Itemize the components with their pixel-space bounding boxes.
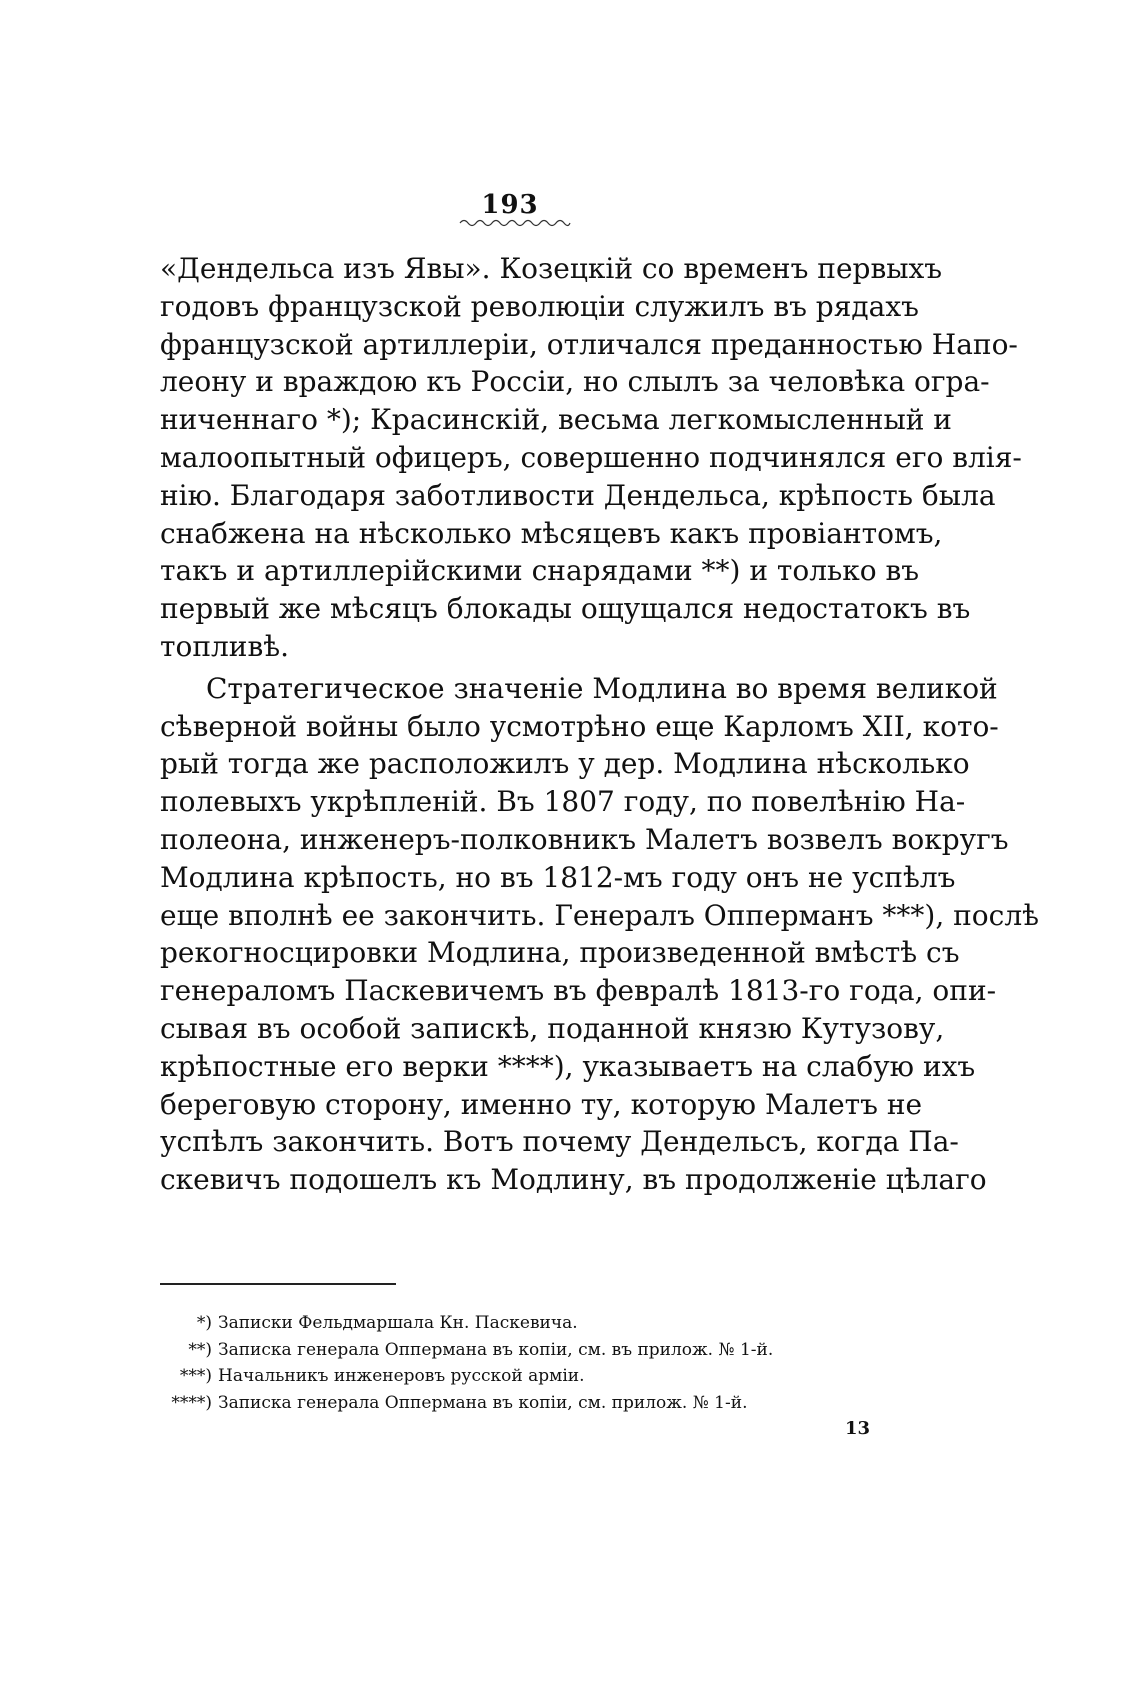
footnote bbox=[160, 1390, 872, 1417]
text-line: рекогносцировки Модлина, произведенной вмѣстѣ съ bbox=[160, 936, 960, 970]
text-line: годовъ французской революціи служилъ въ рядахъ bbox=[160, 289, 919, 323]
signature-mark: 13 bbox=[844, 1418, 870, 1439]
text-line: ниченнаго *); Красинскій, весьма легкомысленный и bbox=[160, 403, 952, 437]
text-line: сывая въ особой запискѣ, поданной князю Кутузову, bbox=[160, 1011, 945, 1045]
text-line: французской артиллеріи, отличался преданностью Напо- bbox=[160, 327, 1018, 361]
footnote-mark: **) bbox=[188, 1339, 212, 1360]
text-line: успѣлъ закончить. Вотъ почему Дендельсъ, когда Па- bbox=[160, 1125, 959, 1159]
ornament-wave-icon bbox=[460, 218, 570, 228]
footnote bbox=[160, 1337, 872, 1364]
paragraph bbox=[160, 250, 1022, 666]
footnote-mark: ***) bbox=[179, 1366, 212, 1386]
footnote bbox=[160, 1363, 872, 1390]
text-line: рый тогда же расположилъ у дер. Модлина нѣсколько bbox=[160, 747, 970, 781]
text-line: Стратегическое значеніе Модлина во время великой bbox=[206, 671, 998, 705]
text-line: полевыхъ укрѣпленій. Въ 1807 году, по повелѣнію На- bbox=[160, 785, 966, 819]
text-line: Модлина крѣпость, но въ 1812-мъ году онъ не успѣлъ bbox=[160, 860, 956, 894]
body-text bbox=[160, 250, 1040, 1199]
text-line: такъ и артиллерійскими снарядами **) и только въ bbox=[160, 554, 920, 588]
text-line: малоопытный офицеръ, совершенно подчинялся его влія- bbox=[160, 440, 1022, 474]
footnote-text: Записка генерала Оппермана въ копіи, см. въ прилож. № 1-й. bbox=[218, 1339, 774, 1360]
text-line: полеона, инженеръ-полковникъ Малетъ возвелъ вокругъ bbox=[160, 822, 1009, 856]
text-line: первый же мѣсяцъ блокады ощущался недостатокъ въ bbox=[160, 592, 971, 626]
text-line: береговую сторону, именно ту, которую Малетъ не bbox=[160, 1087, 923, 1121]
text-line: «Дендельса изъ Явы». Козецкій со временъ первыхъ bbox=[160, 252, 943, 285]
text-line: еще вполнѣ ее закончить. Генералъ Опперманъ ***), послѣ bbox=[160, 898, 1040, 932]
text-line: генераломъ Паскевичемъ въ февралѣ 1813-го года, опи- bbox=[160, 974, 997, 1008]
text-line: топливѣ. bbox=[160, 629, 290, 663]
text-line: крѣпостные его верки ****), указываетъ на слабую ихъ bbox=[160, 1049, 976, 1083]
text-line: нію. Благодаря заботливости Дендельса, крѣпость была bbox=[160, 478, 996, 512]
footnote bbox=[160, 1310, 872, 1337]
page-number: 193 bbox=[481, 190, 539, 220]
footnote-mark: *) bbox=[196, 1313, 212, 1333]
footnotes bbox=[160, 1310, 872, 1416]
paragraph bbox=[160, 670, 1040, 1199]
footnote-divider bbox=[160, 1283, 396, 1285]
text-line: скевичъ подошелъ къ Модлину, въ продолженіе цѣлаго bbox=[160, 1163, 987, 1197]
footnote-mark: ****) bbox=[171, 1392, 212, 1413]
text-line: леону и враждою къ Россіи, но слылъ за человѣка огра- bbox=[160, 365, 990, 399]
footnote-text: Начальникъ инженеровъ русской арміи. bbox=[218, 1366, 585, 1386]
text-line: снабжена на нѣсколько мѣсяцевъ какъ провіантомъ, bbox=[160, 516, 943, 550]
text-line: сѣверной войны было усмотрѣно еще Карломъ XII, кото- bbox=[160, 709, 999, 743]
footnote-text: Записки Фельдмаршала Кн. Паскевича. bbox=[218, 1313, 578, 1333]
footnote-text: Записка генерала Оппермана въ копіи, см. прилож. № 1-й. bbox=[218, 1392, 748, 1413]
